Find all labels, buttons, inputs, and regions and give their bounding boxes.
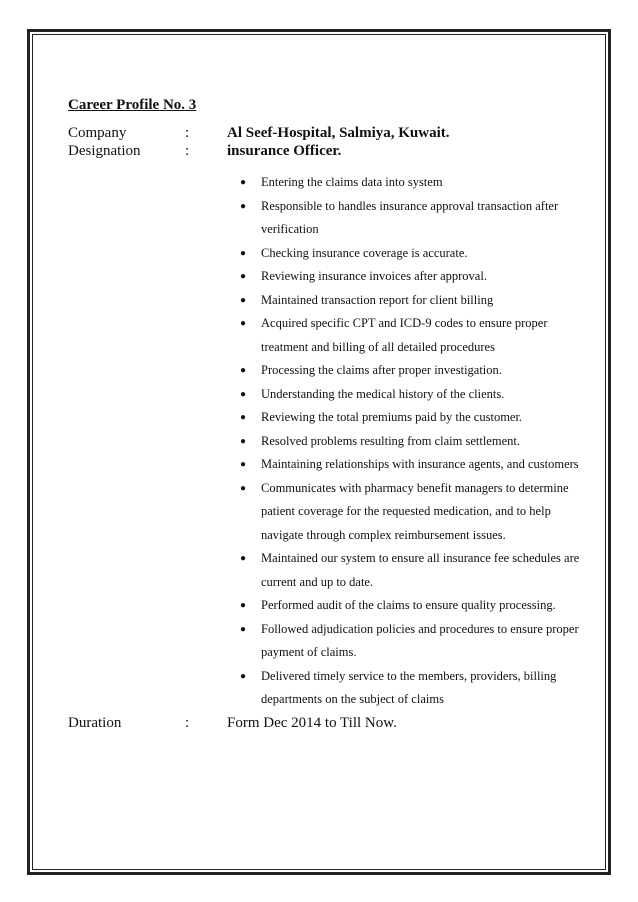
company-value: Al Seef-Hospital, Salmiya, Kuwait.	[227, 125, 450, 141]
bullet-icon: ●	[240, 271, 247, 282]
bullet-icon: ●	[240, 247, 247, 259]
duty-item: ● Delivered timely service to the members, providers, billing departments on the subject of claims	[240, 665, 581, 712]
bullet-icon: ●	[240, 412, 247, 423]
duty-item: ● Reviewing the total premiums paid by the customer.	[240, 406, 581, 430]
designation-colon: :	[185, 143, 190, 159]
bullet-icon: ●	[240, 459, 247, 470]
duration-value: Form Dec 2014 to Till Now.	[227, 714, 397, 731]
bullet-icon: ●	[240, 600, 247, 611]
duty-item: ● Performed audit of the claims to ensure quality processing.	[240, 594, 581, 618]
duty-item: ● Resolved problems resulting from claim settlement.	[240, 430, 581, 454]
career-profile-section	[68, 97, 578, 732]
section-title: Career Profile No. 3	[68, 97, 197, 113]
bullet-icon: ●	[240, 482, 247, 494]
designation-label: Designation	[68, 143, 141, 159]
duty-item: ● Acquired specific CPT and ICD-9 codes to ensure proper treatment and billing of all detailed procedures	[240, 312, 581, 359]
bullet-icon: ●	[240, 200, 247, 212]
bullet-icon: ●	[240, 623, 247, 635]
duty-item: ● Entering the claims data into system	[240, 171, 581, 195]
designation-row	[68, 142, 578, 160]
duration-colon: :	[185, 714, 190, 731]
duty-item: ● Processing the claims after proper investigation.	[240, 359, 581, 383]
duty-item: ● Checking insurance coverage is accurate.	[240, 242, 581, 266]
company-row	[68, 124, 578, 142]
duty-item: ● Maintaining relationships with insurance agents, and customers	[240, 453, 581, 477]
designation-value: insurance Officer.	[227, 143, 342, 159]
bullet-icon: ●	[240, 177, 247, 188]
duty-item: ● Understanding the medical history of the clients.	[240, 383, 581, 407]
duty-item: ● Maintained transaction report for client billing	[240, 289, 581, 313]
bullet-icon: ●	[240, 294, 247, 306]
bullet-icon: ●	[240, 388, 247, 400]
duty-item: ● Responsible to handles insurance approval transaction after verification	[240, 195, 581, 242]
company-colon: :	[185, 125, 190, 141]
bullet-icon: ●	[240, 553, 247, 564]
bullet-icon: ●	[240, 670, 247, 682]
duty-item: ● Communicates with pharmacy benefit managers to determine patient coverage for the requested medication, and to help navigate through complex reimbursement issues.	[240, 477, 581, 548]
duration-label: Duration	[68, 714, 122, 731]
duration-row	[68, 714, 578, 732]
bullet-icon: ●	[240, 365, 247, 376]
duties-list	[68, 171, 578, 712]
bullet-icon: ●	[240, 318, 247, 329]
bullet-icon: ●	[240, 435, 247, 447]
duty-item: ● Reviewing insurance invoices after approval.	[240, 265, 581, 289]
duty-item: ● Maintained our system to ensure all insurance fee schedules are current and up to date.	[240, 547, 581, 594]
company-label: Company	[68, 125, 127, 141]
duty-item: ● Followed adjudication policies and procedures to ensure proper payment of claims.	[240, 618, 581, 665]
